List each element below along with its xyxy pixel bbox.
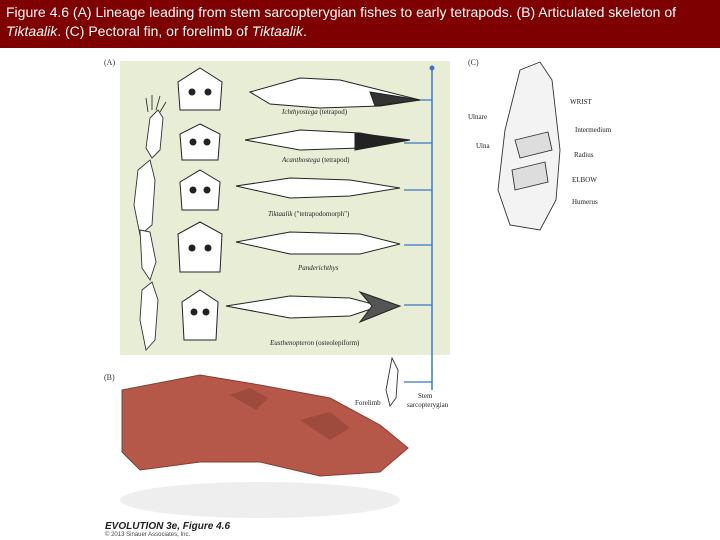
tiktaalik-fossil [120, 375, 408, 518]
species-label-tiktaalik: Tiktaalik ("tetrapodomorph") [268, 210, 350, 218]
fin-label-humerus: Humerus [572, 198, 598, 206]
caption-part-2: . (C) Pectoral fin, or forelimb of [57, 23, 252, 39]
stem-fin-drawing [386, 358, 398, 406]
forelimb-label: Forelimb [355, 399, 381, 407]
fin-label-ulnare: Ulnare [468, 113, 488, 121]
fin-label-elbow: ELBOW [572, 176, 597, 184]
fin-label-wrist: WRIST [570, 98, 592, 106]
figure-credit-title: EVOLUTION 3e, Figure 4.6 [105, 521, 231, 532]
stem-label-line2: sarcopterygian [407, 401, 449, 409]
species-label-panderichthys: Panderichthys [298, 264, 339, 272]
fin-label-ulna: Ulna [476, 142, 490, 150]
species-label-eusthenopteron: Eusthenopteron (osteolepiform) [270, 339, 360, 347]
figure-credit-copyright: © 2013 Sinauer Associates, Inc. [105, 532, 191, 538]
panel-b-label: (B) [104, 373, 115, 382]
caption-part-1: Figure 4.6 (A) Lineage leading from stem sarcopterygian fishes to early tetrapods. (B) Articulated skeleton of [6, 4, 677, 20]
fin-label-radius: Radius [574, 151, 594, 159]
tiktaalik-fin-drawing [498, 62, 560, 230]
panel-a-label: (A) [104, 58, 116, 67]
stem-label-line1: Stem [418, 392, 433, 400]
species-label-ichthyostega: Ichthyostega (tetrapod) [282, 108, 348, 116]
species-label-acanthostega: Acanthostega (tetrapod) [282, 156, 350, 164]
skull-drawings [178, 68, 222, 340]
panel-c-label: (C) [468, 58, 479, 67]
fin-label-intermedium: Intermedium [575, 126, 612, 134]
caption-italic-1: Tiktaalik [6, 23, 58, 39]
limb-drawings [134, 95, 166, 350]
lineage-tree [404, 66, 435, 391]
caption-part-3: . [302, 23, 307, 39]
caption-italic-2: Tiktaalik [251, 23, 303, 39]
